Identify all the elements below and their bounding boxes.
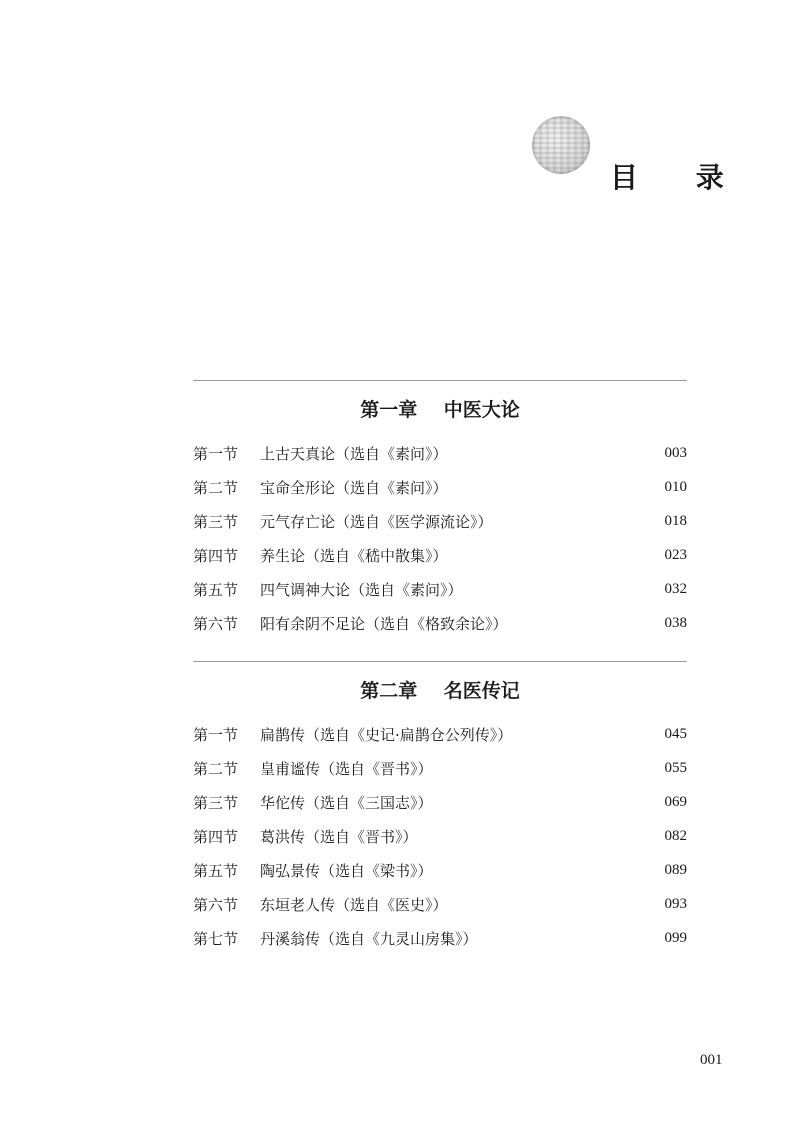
- toc-entry[interactable]: [193, 785, 687, 819]
- chapter-title: 第二章 名医传记: [360, 680, 520, 702]
- toc-entry[interactable]: [193, 538, 687, 572]
- chapter-title: 第一章 中医大论: [360, 399, 520, 421]
- chapter-2: [193, 661, 687, 955]
- page-number: 001: [700, 1052, 723, 1068]
- section-title: 葛洪传（选自《晋书》）: [260, 827, 418, 846]
- toc-header: [532, 116, 748, 196]
- section-page: 099: [664, 929, 687, 946]
- section-page: 038: [664, 614, 687, 631]
- section-page: 023: [664, 546, 687, 563]
- toc-entry[interactable]: [193, 853, 687, 887]
- toc-entry[interactable]: [193, 470, 687, 504]
- toc-entry[interactable]: [193, 606, 687, 640]
- section-number: 第一节: [193, 725, 239, 744]
- toc-entry[interactable]: [193, 751, 687, 785]
- section-number: 第五节: [193, 861, 239, 880]
- toc-entry[interactable]: [193, 921, 687, 955]
- toc-entry[interactable]: [193, 887, 687, 921]
- toc-entry[interactable]: [193, 504, 687, 538]
- section-number: 第三节: [193, 793, 239, 812]
- section-number: 第四节: [193, 827, 239, 846]
- section-title: 丹溪翁传（选自《九灵山房集》）: [260, 929, 478, 948]
- section-title: 陶弘景传（选自《梁书》）: [260, 861, 433, 880]
- section-page: 032: [664, 580, 687, 597]
- toc-entry[interactable]: [193, 436, 687, 470]
- section-title: 四气调神大论（选自《素问》）: [260, 580, 463, 599]
- section-number: 第四节: [193, 546, 239, 565]
- section-title: 元气存亡论（选自《医学源流论》）: [260, 512, 493, 531]
- section-page: 082: [664, 827, 687, 844]
- section-page: 018: [664, 512, 687, 529]
- section-page: 069: [664, 793, 687, 810]
- chapter-divider: [193, 380, 687, 381]
- toc-entry[interactable]: [193, 717, 687, 751]
- section-title: 上古天真论（选自《素问》）: [260, 444, 448, 463]
- section-number: 第二节: [193, 478, 239, 497]
- section-page: 055: [664, 759, 687, 776]
- section-number: 第五节: [193, 580, 239, 599]
- section-title: 宝命全形论（选自《素问》）: [260, 478, 448, 497]
- section-title: 阳有余阴不足论（选自《格致余论》）: [260, 614, 508, 633]
- section-page: 093: [664, 895, 687, 912]
- section-page: 003: [664, 444, 687, 461]
- section-number: 第六节: [193, 614, 239, 633]
- section-page: 089: [664, 861, 687, 878]
- section-number: 第七节: [193, 929, 239, 948]
- toc-entry[interactable]: [193, 819, 687, 853]
- section-number: 第一节: [193, 444, 239, 463]
- section-title: 华佗传（选自《三国志》）: [260, 793, 433, 812]
- section-number: 第二节: [193, 759, 239, 778]
- toc-title: 目 录: [610, 161, 748, 194]
- chapter-divider: [193, 661, 687, 662]
- section-title: 养生论（选自《嵇中散集》）: [260, 546, 448, 565]
- section-title: 东垣老人传（选自《医史》）: [260, 895, 448, 914]
- chapter-1: [193, 380, 687, 640]
- section-title: 扁鹊传（选自《史记·扁鹊仓公列传》）: [260, 725, 513, 744]
- section-number: 第三节: [193, 512, 239, 531]
- section-page: 010: [664, 478, 687, 495]
- section-number: 第六节: [193, 895, 239, 914]
- section-page: 045: [664, 725, 687, 742]
- section-title: 皇甫谧传（选自《晋书》）: [260, 759, 433, 778]
- decorative-seal-circle-icon: [532, 116, 590, 174]
- toc-entry[interactable]: [193, 572, 687, 606]
